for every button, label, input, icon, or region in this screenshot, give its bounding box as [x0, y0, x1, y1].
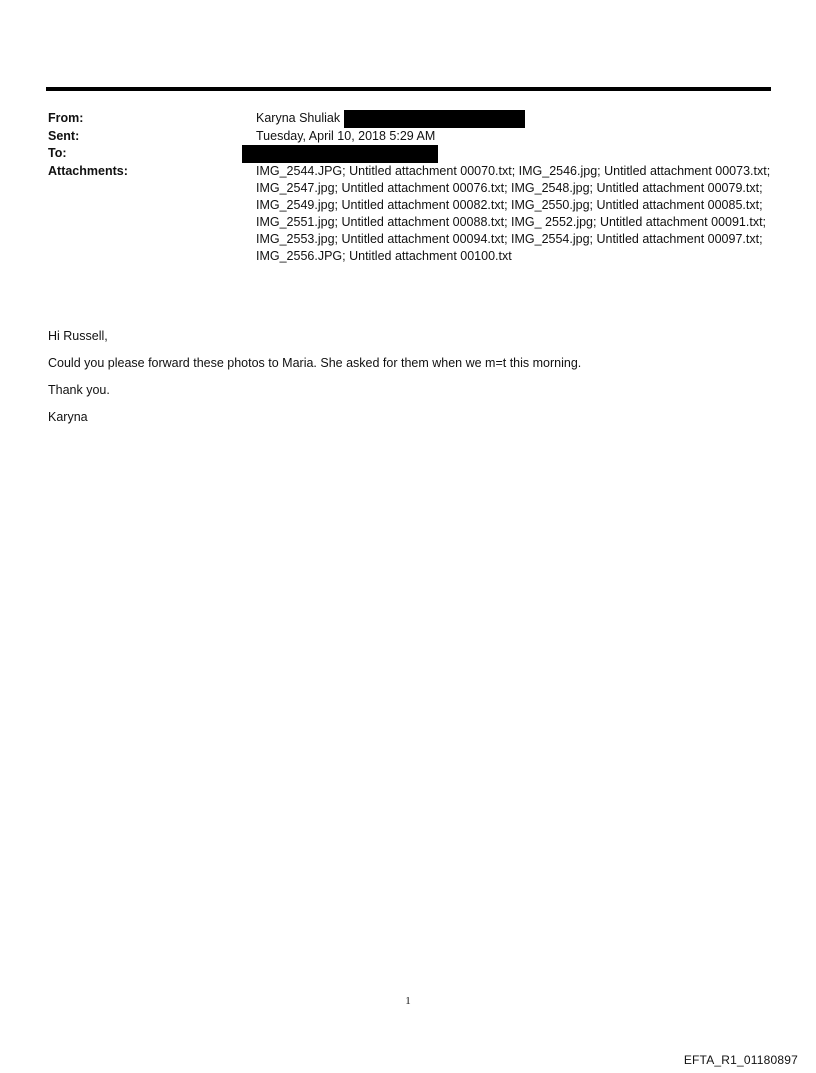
page-number: 1	[405, 995, 411, 1007]
to-row	[48, 145, 773, 163]
sent-row	[48, 128, 773, 145]
from-row	[48, 110, 773, 128]
from-label: From:	[48, 111, 84, 125]
email-header	[48, 110, 773, 265]
to-value	[256, 145, 773, 163]
message-text: Could you please forward these photos to Maria. She asked for them when we m=t this morning.	[48, 356, 582, 370]
document-id: EFTA_R1_01180897	[683, 1053, 798, 1067]
attachments-row	[48, 163, 773, 265]
signature: Karyna	[48, 410, 88, 424]
sent-label: Sent:	[48, 129, 80, 143]
attachments-label: Attachments:	[48, 164, 128, 178]
from-value	[256, 110, 773, 128]
to-label: To:	[48, 146, 67, 160]
sent-value: Tuesday, April 10, 2018 5:29 AM	[256, 129, 436, 143]
redaction-box	[344, 110, 525, 128]
from-name: Karyna Shuliak	[256, 111, 341, 125]
redaction-box	[242, 145, 438, 163]
greeting: Hi Russell,	[48, 329, 108, 343]
closing: Thank you.	[48, 383, 110, 397]
email-body	[48, 328, 768, 436]
header-divider	[46, 87, 771, 91]
attachments-value: IMG_2544.JPG; Untitled attachment 00070.txt; IMG_2546.jpg; Untitled attachment 00073.txt; IMG_2547.jpg; Untitled attachment 00076.txt; IMG_2548.jpg; Untitled attachment 00079.txt; IMG_2549.jpg; Untitled attachment 00082.txt; IMG_2550.jpg; Untitled attachment 00085.txt; IMG_2551.jpg; Untitled attachment 00088.txt; IMG_ 2552.jpg; Untitled attachment 00091.txt; IMG_2553.jpg; Untitled attachment 00094.txt; IMG_2554.jpg; Untitled attachment 00097.txt; IMG_2556.JPG; Untitled attachment 00100.txt	[256, 164, 771, 263]
